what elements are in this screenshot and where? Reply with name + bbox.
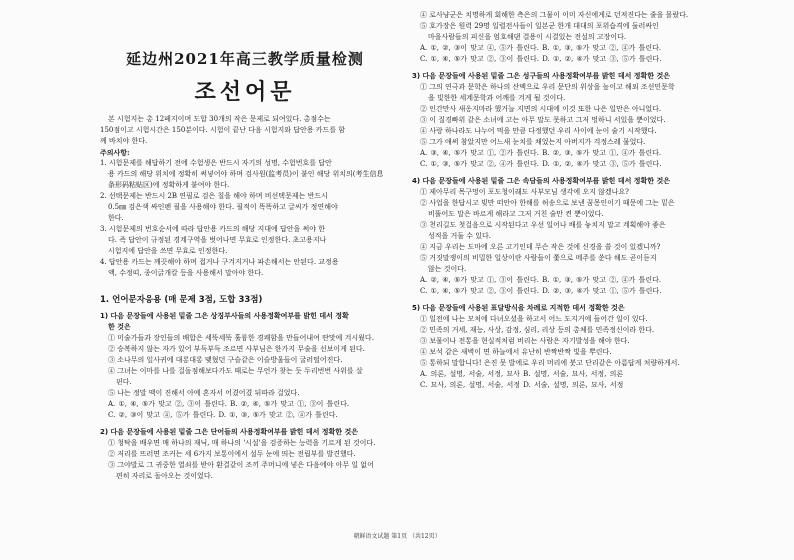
option-line: ⑤ 그가 애써 참았지만 어느새 눈치를 채었는지 아버지가 걱정스레 물었다. xyxy=(420,138,646,146)
option-line: 비뚤어도 말은 바르게 해라고 그저 거친 술만 켠 뿐이었다. xyxy=(428,210,604,218)
option-line: ③ 소나무의 잎사귀에 대롱대롱 맺혔던 구슬같은 이슬방울들이 굴러떨어진다. xyxy=(108,356,343,364)
exam-subject: 조선어문 xyxy=(194,79,296,105)
question-stem: 한 것은 xyxy=(108,323,131,331)
question-stem: 3) 다음 문장들에 사용된 밑줄 그은 성구들의 사용정확여부를 밝힌 데서 정확한 것은 xyxy=(412,72,671,80)
answer-line: C. ①, ④, ⑤가 맞고 ②, ③이 틀린다. D. ①, ②, ④가 맞고 ③, ⑤가 틀린다. xyxy=(420,55,662,63)
option-line: 편히 자리로 돌아오는 것이었다. xyxy=(116,472,213,480)
option-line: ④ 그녀는 이마를 나를 걸돌점해보다가도 때로는 무언가 찾는 듯 두리번번 사위를 살 xyxy=(108,367,363,375)
note-line: 액, 수정띠, 종이긁개칼 등을 사용해서 말아야 한다. xyxy=(108,269,264,277)
answer-line: C. ①, ③, ⑤가 맞고 ②, ④가 틀린다. D. ①, ②, ④가 맞고 ③, ⑤가 틀린다. xyxy=(420,160,662,168)
question-stem: 1) 다음 문장들에 사용된 밑줄 그은 상징부사들의 사용정확여부를 밝힌 데서 정확 xyxy=(100,312,349,320)
option-line: 성적을 거둘 수 있다. xyxy=(428,232,491,240)
option-line: ① 미술가들과 장인들의 배합은 세뚝세뚝 훌륭한 경쾌함을 만들어내여 딴맛에 겨시웠다. xyxy=(108,334,374,342)
option-line: ② 사업을 한답시고 빚만 떠안아 한해를 허송으로 보낸 꿈몽인이기 때문에 그는 밑은 xyxy=(420,199,675,207)
note-line: 3. 시험문제의 번호순서에 따라 답안용 카드의 해당 지대에 답안을 써야 한 xyxy=(100,225,326,233)
answer-line: A. ①, ②, ③이 맞고 ④, ⑤가 틀린다. B. ①, ③, ⑤가 맞고 ②, ④가 틀린다. xyxy=(420,44,662,52)
option-line: ⑤ 통하되 말합니다! 은진 못 발에로 우리 머리에 붓고 단리같은 아름답게 처량하게서. xyxy=(420,359,680,367)
note-line: 다. 즉 답안이 규정된 경계구역을 벗어나면 무효로 인정한다. 초고용지나 xyxy=(108,236,327,244)
answer-line: C. ②, ③이 맞고 ④, ⑤가 틀린다. D. ①, ③, ⑤가 맞고 ②, ④가 틀린다. xyxy=(108,411,338,419)
question-5 xyxy=(412,303,712,391)
answer-line: A. ①, ④, ⑤가 맞고 ②, ③이 틀린다. B. ②, ④, ⑤가 맞고 ①, ③이 틀린다. xyxy=(108,400,350,408)
question-2-continued xyxy=(412,10,712,65)
note-line: 4. 답안용 카드는 깨끗해야 하며 접거나 구겨지거나 파손해서는 안된다. 교정용 xyxy=(100,258,339,266)
option-line: ① 제아무리 목구멍이 포도청이래도 사부모님 생각에 오지 않겠나요? xyxy=(420,188,629,196)
question-stem: 2) 다음 문장들에 사용된 밑줄 그은 단어들의 사용정확여부를 밝힌 데서 정확한 것은 xyxy=(100,428,359,436)
option-line: ③ 천리길도 첫걸음으로 시작된다고 우선 일어나 배를 놓치지 말고 계획해야 좋은 xyxy=(420,221,666,229)
question-stem: 5) 다음 문장들에 사용된 표달방식을 차례로 지적한 데서 정확한 것은 xyxy=(412,304,625,312)
option-line: 핀다. xyxy=(116,378,132,386)
answer-line: A. 의론, 설명, 서술, 서정, 묘사 B. 설명, 서술, 묘사, 서정, 의론 xyxy=(420,370,624,378)
option-line: ② 저리를 뜨러면 조커는 세 6가지 보통이에서 설두 눈에 띄는 전립부를 발견했다. xyxy=(108,450,356,458)
option-line: ⑤ 나는 정말 맥이 진해서 아예 혼자서 어겼어겼 뒤따라 걸었다. xyxy=(108,389,300,397)
option-line: ① 그의 연극과 문학은 하나의 산맥으로 우리 문단의 위상을 높이고 해외 조선민문학 xyxy=(420,83,675,91)
note-line: 条形码粘贴区)에 정확하게 붙여야 한다. xyxy=(108,181,230,189)
question-stem: 4) 다음 문장들에 사용된 밑줄 그은 속담들의 사용정확여부를 밝힌 데서 정확한 것은 xyxy=(412,177,671,185)
option-line: 을 빛한한 세계문학과 어깨를 겨게 될 것이다. xyxy=(428,94,566,102)
intro-line: 150점이고 시험시간은 150분이다. 시험이 끝난 다음 시험지와 답안용 카드를 함 xyxy=(100,126,346,134)
option-line: 않는 것이다. xyxy=(428,265,467,273)
note-line: 용 카드의 해당 위치에 정확히 써넣어야 하며 검사원(监考员)이 붙인 해당 위치의(考生信息 xyxy=(108,170,384,178)
answer-line: A. ②, ④, ⑤가 맞고 ①, ③이 틀린다. B. ①, ③, ⑤가 맞고 ②, ④가 틀린다. xyxy=(420,276,662,284)
question-2 xyxy=(100,427,390,482)
page-footer: 朝鲜语文试题 第1页 （共12页） xyxy=(353,533,441,540)
section-heading: 1. 언어문자응용 (매 문제 3점, 도합 33점) xyxy=(100,295,263,305)
right-column xyxy=(412,10,712,391)
notes-list xyxy=(100,158,390,279)
option-line: ④ 로사냥군은 치명하게 회해한 측은의 그물이 이미 자신에게로 던져진다는 줄을 몰랐다. xyxy=(420,11,689,19)
option-line: ⑤ 거짓말쟁이의 비밀한 일상이란 사람들이 쫓으로 메주를 쑨다 해도 곧이듣지 xyxy=(420,254,657,262)
note-line: 0.5㎜ 검은색 싸인펜 필을 사용해야 한다. 필적이 똑똑하고 글씨가 정연해야 xyxy=(108,203,338,211)
option-line: ② 인간만사 새옹지마라 했거늘 지면의 시대에 이것 또한 나은 일만은 아니었다. xyxy=(420,105,662,113)
option-line: ④ 지금 우리는 도마에 오른 고기인데 무슨 작은 것에 신경을 쓸 것이 있겠니까? xyxy=(420,243,661,251)
option-line: ① 청탁을 배우면 매 하나의 재닉, 매 하나의 '시설'을 검증하는 능력을 기르게 된 것이다. xyxy=(108,439,376,447)
option-line: ② 승복하지 않는 자가 있어 부득부득 조르면 사부님은 한가지 무술을 선보이게 된다. xyxy=(108,345,365,353)
answer-line: C. 묘사, 의론, 설명, 서술, 서정 D. 서술, 설명, 의론, 묘사, 서정 xyxy=(420,381,624,389)
option-line: ④ 보석 같은 새벽이 면 하늘에서 유난히 반짝반짝 빛을 뿌린다. xyxy=(420,348,612,356)
option-line: ③ 보물이나 전통을 현실적처럼 버리는 사람은 자기발성을 해야 한다. xyxy=(420,337,630,345)
intro-line: 본 시험지는 총 12페지이며 도합 30개의 작은 문제로 되여있다. 총점수는 xyxy=(108,115,331,123)
exam-title: 延边州2021年高三教学质量检测 xyxy=(126,50,364,68)
note-line: 2. 선택문제는 반드시 2B 연필로 검은 칠을 해야 하며 비선택문제는 반드시 xyxy=(100,192,328,200)
note-line: 시험지에 답안을 쓰면 무효로 인정한다. xyxy=(108,247,228,255)
option-line: ⑤ 호가장은 원력 29명 일렬전사들이 일본군 한개 대대의 포위습격에 둘러싸인 xyxy=(420,22,659,30)
note-line: 1. 시험문제를 해답하기 전에 수험생은 반드시 자기의 성명, 수험번호를 답안 xyxy=(100,159,332,167)
option-line: ③ 이 질경빠위 같은 소녀에 고는 아무 말도 못하고 그저 멍하니 서있을 뿐이었다. xyxy=(420,116,666,124)
answer-line: A. ③, ④, ⑤가 맞고 ①, ②가 틀린다. B. ②, ③, ⑤가 맞고 ①, ④가 틀린다. xyxy=(420,149,662,157)
question-3 xyxy=(412,71,712,170)
question-4 xyxy=(412,176,712,297)
notes-heading: 주의사항: xyxy=(100,148,130,157)
option-line: 마을사람들의 피신을 엄호해댄 결용이 시결있는 전설의 고장이다. xyxy=(428,33,627,41)
intro-text xyxy=(100,114,390,147)
option-line: ① 일전에 나는 모처에 다녀오셨을 하고서 어느 도지거에 들어간 일이 있다. xyxy=(420,315,648,323)
option-line: ③ 그야말로 그 귀중한 열쇠를 받아 환결같이 조끼 주머니에 넣은 다음에야 아무 일 없어 xyxy=(108,461,374,469)
left-column xyxy=(100,10,390,482)
intro-line: 께 바치야 한다. xyxy=(100,137,148,145)
option-line: ② 민족의 거세, 재능, 사상, 감정, 심리, 리상 등의 총체를 민족정신이라 한다. xyxy=(420,326,655,334)
question-1 xyxy=(100,311,390,421)
option-line: ④ 사랑 하나라도 나누어 먹을 만큼 다정했던 우리 사이에 눈이 숱기 시작했다. xyxy=(420,127,657,135)
answer-line: C. ①, ④, ⑤가 맞고 ②, ③이 틀린다. D. ②, ③, ④가 맞고 ①, ⑤가 틀린다. xyxy=(420,287,662,295)
note-line: 한다. xyxy=(108,214,124,222)
